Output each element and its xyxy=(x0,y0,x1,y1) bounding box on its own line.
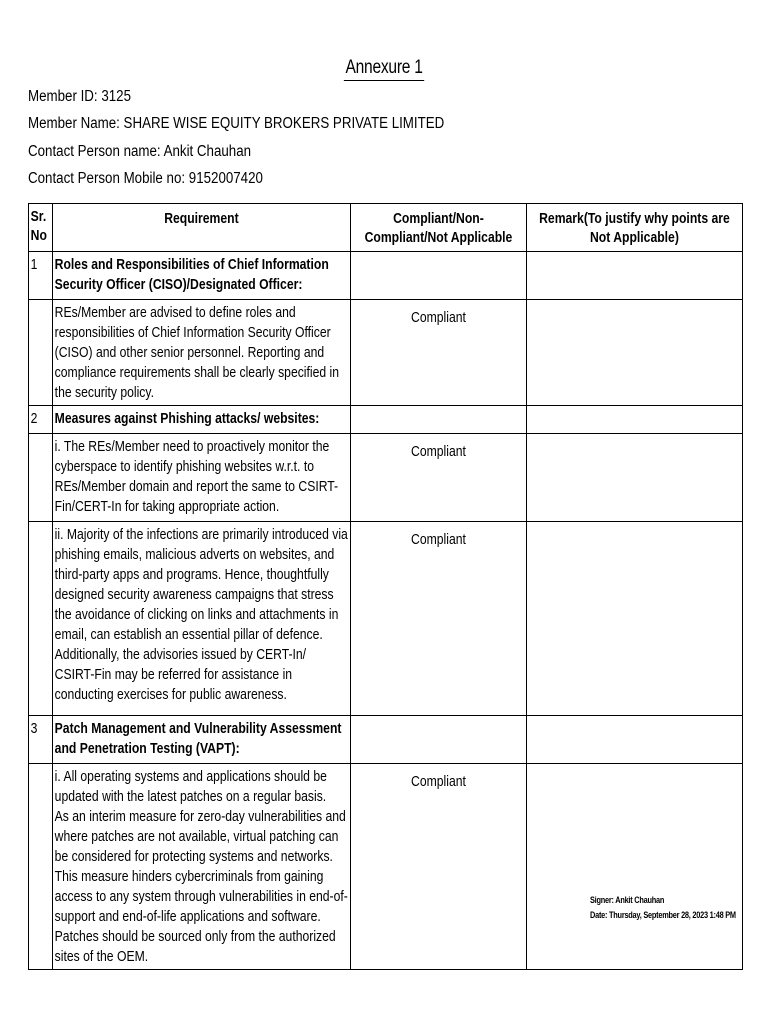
section-row xyxy=(29,716,743,764)
compliance-status: Compliant xyxy=(351,300,527,406)
section-number: 3 xyxy=(29,716,53,764)
requirement-text: REs/Member are advised to define roles and responsibilities of Chief Information Security Officer (CISO) and other senior personnel. Reporting and compliance requirements shall be clearly specified in the security policy. xyxy=(53,300,351,406)
member-id: Member ID: 3125 xyxy=(28,88,131,105)
section-row xyxy=(29,252,743,300)
header-srno: Sr. No xyxy=(29,204,53,252)
header-compliance: Compliant/Non-Compliant/Not Applicable xyxy=(351,204,527,252)
requirement-row xyxy=(29,522,743,716)
requirement-text: i. All operating systems and applications should be updated with the latest patches on a regular basis. As an interim measure for zero-day vulnerabilities and where patches are not available, virtual patching can be considered for protecting systems and networks. This measure hinders cybercriminals from gaining access to any system through vulnerabilities in end-of-support and end-of-life applications and software. Patches should be sourced only from the authorized sites of the OEM. xyxy=(53,764,351,970)
requirement-row xyxy=(29,434,743,522)
compliance-table xyxy=(28,203,743,970)
section-number: 1 xyxy=(29,252,53,300)
section-heading: Roles and Responsibilities of Chief Information Security Officer (CISO)/Designated Officer: xyxy=(53,252,351,300)
annexure-title: Annexure 1 xyxy=(344,57,425,81)
signature-signer: Signer: Ankit Chauhan xyxy=(590,895,665,905)
digital-signature xyxy=(590,893,736,923)
section-remark-cell xyxy=(527,406,743,434)
requirement-row xyxy=(29,300,743,406)
remark-cell xyxy=(527,764,743,970)
section-remark-cell xyxy=(527,716,743,764)
header-remark: Remark(To justify why points are Not Applicable) xyxy=(527,204,743,252)
requirement-text: ii. Majority of the infections are primarily introduced via phishing emails, malicious adverts on websites, and third-party apps and programs. Hence, thoughtfully designed security awareness campaigns that stress the avoidance of clicking on links and attachments in email, can establish an essential pillar of defence. Additionally, the advisories issued by CERT-In/ CSIRT-Fin may be referred for assistance in conducting exercises for public awareness. xyxy=(53,522,351,716)
remark-cell xyxy=(527,300,743,406)
contact-person-name: Contact Person name: Ankit Chauhan xyxy=(28,143,252,160)
page-title xyxy=(0,57,768,81)
contact-person-mobile: Contact Person Mobile no: 9152007420 xyxy=(28,170,263,187)
member-name: Member Name: SHARE WISE EQUITY BROKERS PRIVATE LIMITED xyxy=(28,115,445,132)
section-compliance-cell xyxy=(351,716,527,764)
table-header-row xyxy=(29,204,743,252)
header-requirement: Requirement xyxy=(53,204,351,252)
section-row xyxy=(29,406,743,434)
section-compliance-cell xyxy=(351,252,527,300)
signature-date: Date: Thursday, September 28, 2023 1:48 PM xyxy=(590,910,736,920)
remark-cell xyxy=(527,434,743,522)
requirement-text: i. The REs/Member need to proactively monitor the cyberspace to identify phishing websites w.r.t. to REs/Member domain and report the same to CSIRT-Fin/CERT-In for taking appropriate action. xyxy=(53,434,351,522)
compliance-status: Compliant xyxy=(351,764,527,970)
section-number: 2 xyxy=(29,406,53,434)
section-heading: Patch Management and Vulnerability Assessment and Penetration Testing (VAPT): xyxy=(53,716,351,764)
compliance-status: Compliant xyxy=(351,522,527,716)
remark-cell xyxy=(527,522,743,716)
requirement-row xyxy=(29,764,743,970)
section-remark-cell xyxy=(527,252,743,300)
section-compliance-cell xyxy=(351,406,527,434)
section-heading: Measures against Phishing attacks/ websites: xyxy=(53,406,351,434)
compliance-status: Compliant xyxy=(351,434,527,522)
